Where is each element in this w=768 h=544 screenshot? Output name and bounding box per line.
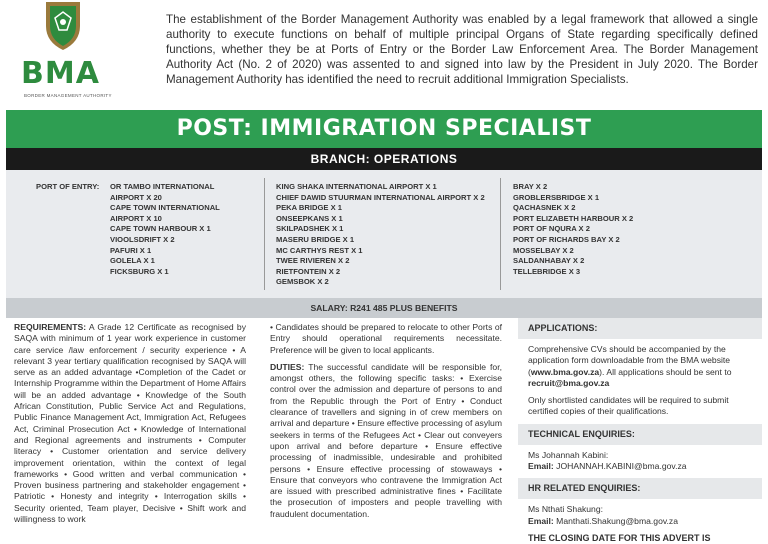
port-item: GEMSBOK X 2	[276, 277, 329, 287]
salary-bar: SALARY: R241 485 PLUS BENEFITS	[6, 298, 762, 318]
bma-logo	[8, 0, 118, 108]
port-item: BRAY X 2	[513, 182, 548, 191]
logo-tagline: BORDER MANAGEMENT AUTHORITY	[24, 93, 112, 98]
closing-date: THE CLOSING DATE FOR THIS ADVERT IS	[528, 532, 711, 543]
recruit-email-link[interactable]: recruit@bma.gov.za	[528, 377, 610, 388]
applications-text: Comprehensive CVs should be accompanied by the application form downloadable from the BMA website (www.bma.gov.za). All applications should be sent to recruit@bma.gov.za	[528, 344, 732, 388]
port-item: AIRPORT X 10	[110, 213, 162, 223]
logo-text: BMA	[21, 56, 100, 91]
port-item: SALDANHABAY X 2	[513, 256, 585, 266]
ports-panel	[6, 170, 762, 298]
port-of-entry-label: PORT OF ENTRY:	[36, 182, 100, 191]
hr-heading: HR RELATED ENQUIRIES:	[518, 478, 762, 499]
port-item: PORT ELIZABETH HARBOUR X 2	[513, 213, 634, 223]
ports-column-3	[513, 182, 633, 277]
port-item: SKILPADSHEK X 1	[276, 224, 344, 234]
duties-text: The successful candidate will be responsible for, amongst others, the following specific tasks: • Exercise control over the admission and departure of persons to and from the Republic through the Port of Entry • Conduct clearance of travellers and signing in of crew members on arrival and departure • Ensure effective processing of asylum seekers in terms of the Refugees Act • Clear out conveyers upon arrival and before departure • Ensure effective processing of inadmissible, undesirable and prohibited persons • Ensure effective processing of stowaways • Ensure that conveyors who contravene the Immigration Act are issued with prescribed administrative fines • Facilitate the prosecution of imposters and people travelling with fraudulent documentation.	[270, 361, 502, 519]
requirements-text: A Grade 12 Certificate as recognised by SAQA with minimum of 1 year work experience in customer care service /law enforcement / security experience • A relevant 3 year tertiary qualification recognised by SAQA will serve as an added advantage •Completion of the Cadet or Internship Programme within the Department of Home Affairs will be an added advantage • Knowledge of the South African Constitution, Public Service Act and Regulations, Public Finance Management Act, Immigration Act, Refugees Act, Criminal Prosecution Act • Knowledge of International and Regional agreements and instruments • Computer literacy • Customer orientation and service delivery improvement orientation, within the context of legal frameworks • Good written and verbal communication • Proven business partnering and stakeholder engagement • Patriotic • Honesty and integrity • Interrogation skills • Security oriented, Team player, Decisive • Shift work and willingness to work	[14, 322, 246, 525]
shortlist-note: Only shortlisted candidates will be required to submit certified copies of their qualifications.	[528, 395, 729, 417]
requirements-section	[14, 322, 246, 531]
hr-contact: Ms Nthati Shakung: Email: Manthati.Shakung@bma.gov.za	[528, 504, 678, 526]
duties-label: DUTIES:	[270, 361, 305, 372]
port-item: AIRPORT X 20	[110, 192, 162, 202]
ports-column-2	[276, 182, 485, 288]
relocate-note: • Candidates should be prepared to relocate to other Ports of Entry should operational requirements necessitate. Preference will be given to local applicants.	[270, 322, 502, 355]
branch-title: BRANCH: OPERATIONS	[6, 148, 762, 170]
bma-emblem-icon	[38, 0, 88, 52]
port-item: MC CARTHYS REST X 1	[276, 245, 363, 255]
port-item: OR TAMBO INTERNATIONAL	[110, 182, 215, 191]
port-item: VIOOLSDRIFT X 2	[110, 234, 175, 244]
technical-email-link[interactable]: JOHANNAH.KABINI@bma.gov.za	[553, 461, 687, 472]
column-divider	[264, 178, 265, 290]
column-divider	[500, 178, 501, 290]
ports-column-1	[110, 182, 220, 277]
post-title: POST: IMMIGRATION SPECIALIST	[6, 110, 762, 148]
port-item: GROBLERSBRIDGE X 1	[513, 192, 600, 202]
port-item: PORT OF RICHARDS BAY X 2	[513, 234, 620, 244]
port-item: CAPE TOWN INTERNATIONAL	[110, 203, 220, 213]
port-item: CHIEF DAWID STUURMAN INTERNATIONAL AIRPORT X 2	[276, 192, 485, 202]
port-item: FICKSBURG X 1	[110, 266, 169, 276]
port-item: PEKA BRIDGE X 1	[276, 203, 342, 213]
technical-contact: Ms Johannah Kabini: Email: JOHANNAH.KABINI@bma.gov.za	[528, 449, 687, 472]
port-item: CAPE TOWN HARBOUR X 1	[110, 224, 211, 234]
hr-email-link[interactable]: Manthati.Shakung@bma.gov.za	[553, 515, 678, 526]
intro-paragraph: The establishment of the Border Management Authority was enabled by a legal framework that allowed a single authority to execute functions on behalf of multiple principal Organs of State regarding specifically defined functions, whether they be at Ports of Entry or the Border Law Enforcement Area. The Border Management Authority Act (No. 2 of 2020) was assented to and signed into law by the President in July 2020. The Border Management Authority has identified the need to recruit additional Immigration Specialists.	[166, 13, 758, 86]
applications-panel	[518, 318, 762, 542]
port-item: TWEE RIVIEREN X 2	[276, 256, 350, 266]
port-item: TELLEBRIDGE X 3	[513, 266, 581, 276]
port-item: ONSEEPKANS X 1	[276, 213, 343, 223]
website-link[interactable]: www.bma.gov.za	[530, 366, 600, 377]
port-item: PORT OF NQURA X 2	[513, 224, 590, 234]
port-item: MOSSELBAY X 2	[513, 245, 574, 255]
applications-heading: APPLICATIONS:	[518, 318, 762, 339]
port-item: QACHASNEK X 2	[513, 203, 576, 213]
requirements-label: REQUIREMENTS:	[14, 322, 87, 332]
duties-section	[270, 322, 502, 526]
port-item: PAFURI X 1	[110, 245, 152, 255]
port-item: KING SHAKA INTERNATIONAL AIRPORT X 1	[276, 182, 437, 191]
header	[0, 0, 768, 108]
port-item: GOLELA X 1	[110, 256, 155, 266]
technical-heading: TECHNICAL ENQUIRIES:	[518, 424, 762, 445]
port-item: RIETFONTEIN X 2	[276, 266, 341, 276]
port-item: MASERU BRIDGE X 1	[276, 234, 355, 244]
